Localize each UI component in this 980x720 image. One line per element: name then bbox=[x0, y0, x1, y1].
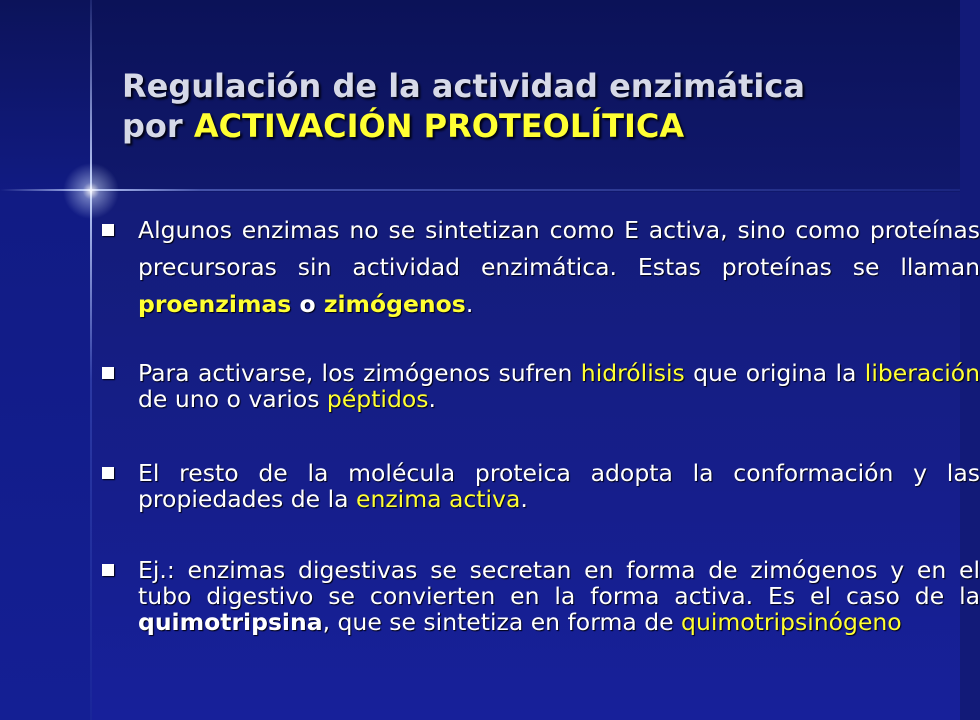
bullet-marker-icon bbox=[102, 564, 114, 576]
bullet-item-4: Ej.: enzimas digestivas se secretan en forma de zimógenos y en el tubo digestivo se convierten en la forma activa. Es el caso de la quimotripsina, que se sintetiza en forma de quimotripsinógeno bbox=[100, 557, 980, 635]
term-quimotripsinogeno: quimotripsinógeno bbox=[681, 608, 902, 636]
term-peptidos: péptidos bbox=[326, 385, 429, 413]
bullet-marker-icon bbox=[102, 224, 114, 236]
horizontal-accent-line bbox=[0, 189, 960, 191]
term-enzima-activa: enzima activa bbox=[356, 485, 521, 513]
term-zimogenos: zimógenos bbox=[323, 290, 466, 318]
title-line-1: Regulación de la actividad enzimática bbox=[122, 67, 805, 105]
vertical-accent-line bbox=[90, 0, 92, 720]
term-hidrolisis: hidrólisis bbox=[580, 359, 685, 387]
left-band bbox=[0, 0, 92, 720]
term-proenzimas: proenzimas bbox=[138, 290, 292, 318]
bullet-item-2: Para activarse, los zimógenos sufren hidrólisis que origina la liberación de uno o varios péptidos. bbox=[100, 360, 980, 412]
term-quimotripsina: quimotripsina bbox=[138, 608, 323, 636]
bullet-item-3: El resto de la molécula proteica adopta la conformación y las propiedades de la enzima activa. bbox=[100, 460, 980, 512]
term-liberacion: liberación bbox=[864, 359, 980, 387]
title-line-2-prefix: por bbox=[122, 107, 194, 145]
title-line-2-highlight: ACTIVACIÓN PROTEOLÍTICA bbox=[193, 107, 685, 145]
slide-title bbox=[122, 66, 942, 146]
bullet-marker-icon bbox=[102, 367, 114, 379]
bullet-item-1: Algunos enzimas no se sintetizan como E activa, sino como proteínas precursoras sin actividad enzimática. Estas proteínas se llaman proenzimas o zimógenos. bbox=[100, 212, 980, 323]
bullet-marker-icon bbox=[102, 467, 114, 479]
